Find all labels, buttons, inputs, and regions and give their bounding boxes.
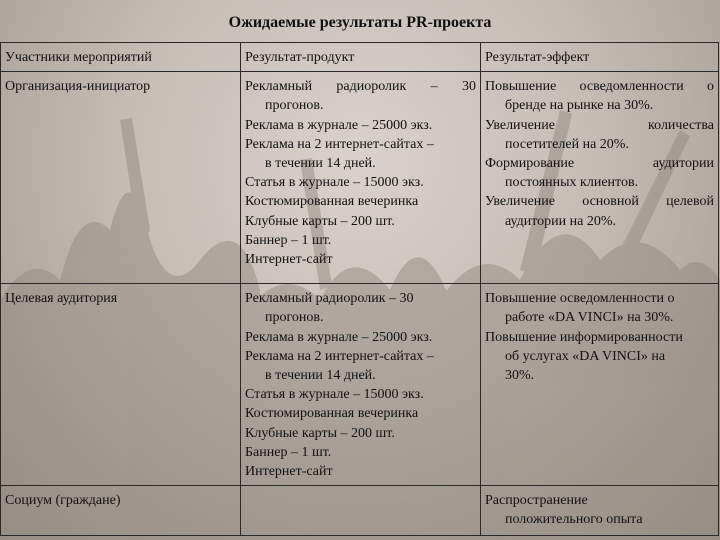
effect-line: аудитории на 20%. bbox=[505, 213, 617, 229]
product-line: Реклама на 2 интернет-сайтах – bbox=[245, 348, 434, 364]
product-line: Интернет-сайт bbox=[245, 252, 333, 268]
product-line: в течении 14 дней. bbox=[265, 368, 376, 384]
effect-line: Распространение bbox=[485, 493, 588, 509]
product-line: Костюмированная вечеринка bbox=[245, 194, 419, 210]
effect-line: об услугах «DA VINCI» на bbox=[505, 348, 666, 364]
table-row bbox=[1, 284, 719, 486]
product-line: Рекламный радиоролик – 30 bbox=[245, 79, 476, 95]
effect-line: Увеличение количества bbox=[485, 117, 714, 133]
product-cell bbox=[241, 486, 481, 536]
product-line: Костюмированная вечеринка bbox=[245, 406, 419, 422]
product-line: Реклама в журнале – 25000 экз. bbox=[245, 329, 433, 345]
product-line: Клубные карты – 200 шт. bbox=[245, 213, 395, 229]
effect-cell bbox=[481, 486, 719, 536]
effect-cell bbox=[481, 72, 719, 284]
table-row bbox=[1, 486, 719, 536]
header-effect: Результат-эффект bbox=[481, 43, 719, 72]
effect-line: бренде на рынке на 30%. bbox=[505, 98, 654, 114]
effect-line: 30%. bbox=[505, 368, 535, 384]
product-cell bbox=[241, 72, 481, 284]
product-line: Баннер – 1 шт. bbox=[245, 232, 332, 248]
product-line: прогонов. bbox=[265, 98, 324, 114]
effect-line: Формирование аудитории bbox=[485, 156, 714, 172]
participant-cell: Целевая аудитория bbox=[1, 284, 241, 486]
product-line: Клубные карты – 200 шт. bbox=[245, 425, 395, 441]
product-cell bbox=[241, 284, 481, 486]
product-line: Статья в журнале – 15000 экз. bbox=[245, 175, 424, 191]
participant-cell: Организация-инициатор bbox=[1, 72, 241, 284]
product-line: Интернет-сайт bbox=[245, 464, 333, 480]
effect-line: Увеличение основной целевой bbox=[485, 194, 714, 210]
product-line: Реклама в журнале – 25000 экз. bbox=[245, 117, 433, 133]
results-table bbox=[0, 42, 719, 536]
table-header-row bbox=[1, 43, 719, 72]
effect-line: посетителей на 20%. bbox=[505, 136, 629, 152]
participant-cell: Социум (граждане) bbox=[1, 486, 241, 536]
effect-line: работе «DA VINCI» на 30%. bbox=[505, 310, 674, 326]
product-line: Статья в журнале – 15000 экз. bbox=[245, 387, 424, 403]
product-line: Реклама на 2 интернет-сайтах – bbox=[245, 136, 434, 152]
effect-line: Повышение информированности bbox=[485, 329, 683, 345]
header-participants: Участники мероприятий bbox=[1, 43, 241, 72]
effect-line: Повышение осведомленности о bbox=[485, 79, 714, 95]
product-line: Рекламный радиоролик – 30 bbox=[245, 291, 414, 307]
header-product: Результат-продукт bbox=[241, 43, 481, 72]
product-line: в течении 14 дней. bbox=[265, 156, 376, 172]
page-title: Ожидаемые результаты PR-проекта bbox=[228, 14, 492, 31]
product-line: прогонов. bbox=[265, 310, 324, 326]
table-row bbox=[1, 72, 719, 284]
effect-line: постоянных клиентов. bbox=[505, 175, 639, 191]
product-line: Баннер – 1 шт. bbox=[245, 444, 332, 460]
effect-line: Повышение осведомленности о bbox=[485, 291, 675, 307]
effect-cell bbox=[481, 284, 719, 486]
effect-line: положительного опыта bbox=[505, 512, 643, 528]
